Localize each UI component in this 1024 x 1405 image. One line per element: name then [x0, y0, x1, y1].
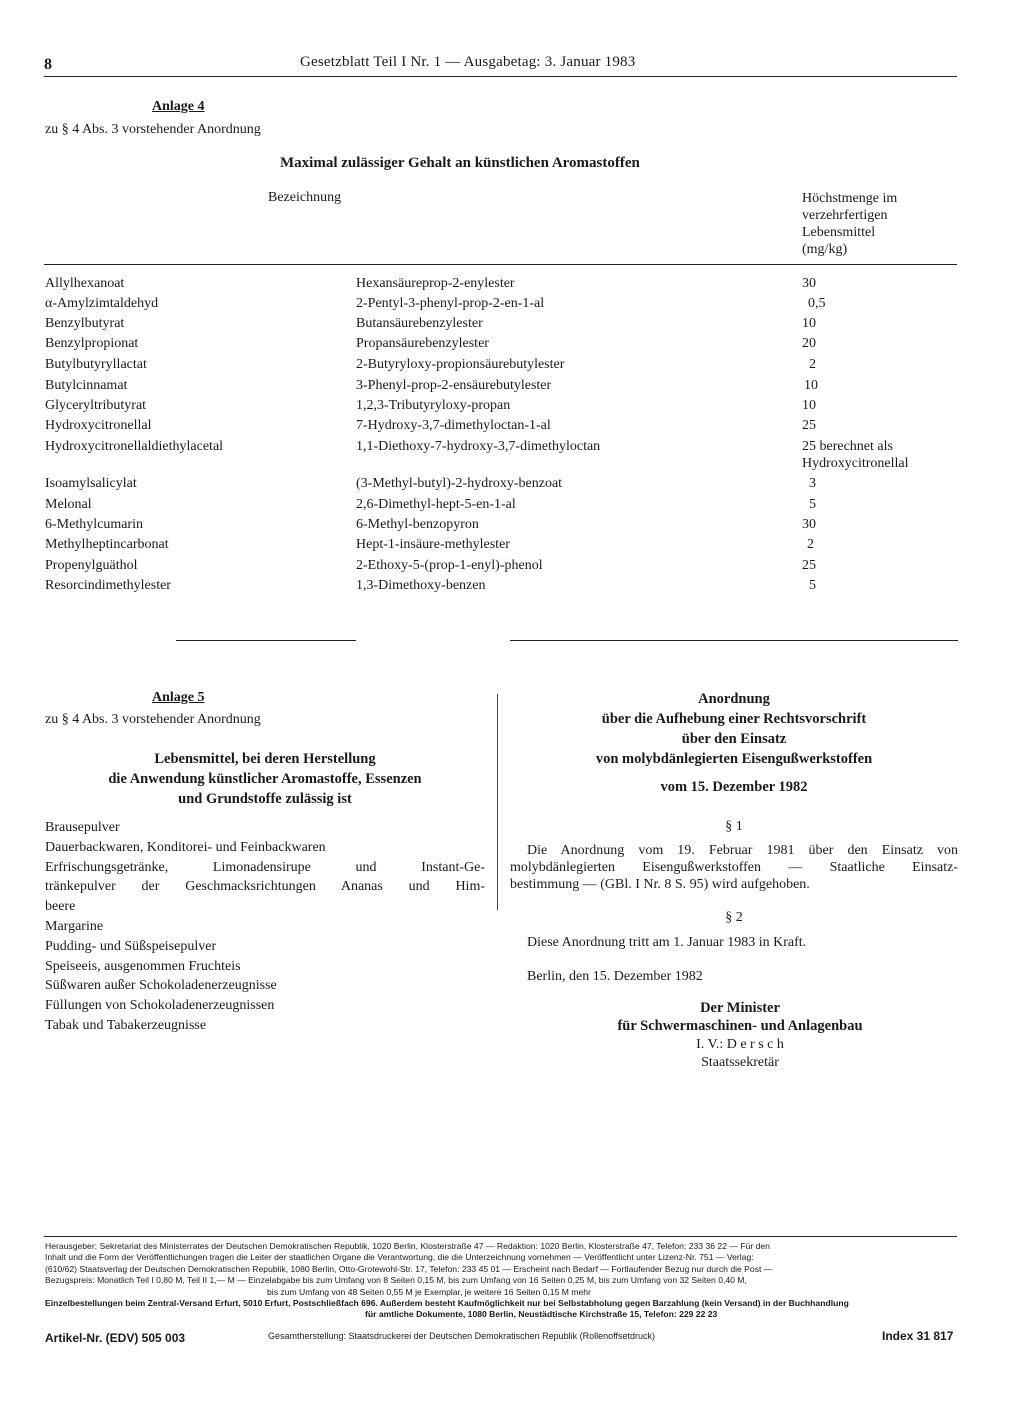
column-header-line: (mg/kg): [802, 242, 848, 257]
row-max-value: 5: [809, 497, 816, 512]
header-rule: [44, 76, 957, 77]
row-chemical-name: Hept-1-insäure-methylester: [356, 537, 510, 552]
row-name: Benzylbutyrat: [45, 316, 125, 331]
imprint-line: (610/62) Staatsverlag der Deutschen Demokratischen Republik, 1080 Berlin, Otto-Grotewohl-Str. 17, Telefon: 233 45 01 — Erscheint nach Bedarf — Fortlaufender Bezug nur durch die Post —: [45, 1263, 773, 1274]
row-max-value: 25: [802, 418, 816, 433]
anlage5-title: [45, 749, 485, 809]
row-max-value: 30: [802, 276, 816, 291]
list-item: Pudding- und Süßspeisepulver: [45, 938, 217, 954]
table-row: [0, 296, 1024, 316]
anordnung-title-line: über den Einsatz: [681, 731, 787, 747]
list-item: Dauerbackwaren, Konditorei- und Feinbackwaren: [45, 839, 326, 855]
row-chemical-name: Propansäurebenzylester: [356, 336, 489, 351]
row-chemical-name: 6-Methyl-benzopyron: [356, 517, 479, 532]
table-row: [0, 418, 1024, 438]
paragraph-2-text: Diese Anordnung tritt am 1. Januar 1983 in Kraft.: [527, 935, 807, 950]
row-max-value: 25: [802, 558, 816, 573]
table-row: [0, 517, 1024, 537]
table-row: [0, 336, 1024, 356]
anlage4-label: Anlage 4: [152, 99, 205, 114]
column-header-hoechstmenge: [802, 190, 897, 258]
paragraph-1-text: [510, 842, 958, 893]
row-name: Propenylguäthol: [45, 558, 138, 573]
row-name: Isoamylsalicylat: [45, 476, 137, 491]
list-item: Füllungen von Schokoladenerzeugnissen: [45, 998, 275, 1014]
table-header-rule: [44, 264, 957, 265]
row-chemical-name: 2-Butyryloxy-propionsäurebutylester: [356, 357, 565, 372]
column-header-bezeichnung: Bezeichnung: [268, 190, 342, 205]
row-name: 6-Methylcumarin: [45, 517, 143, 532]
row-chemical-name: (3-Methyl-butyl)-2-hydroxy-benzoat: [356, 476, 563, 491]
place-and-date: Berlin, den 15. Dezember 1982: [527, 969, 703, 984]
imprint-line-bold: für amtliche Dokumente, 1080 Berlin, Neustädtische Kirchstraße 15, Telefon: 229 22 23: [365, 1309, 718, 1320]
paragraph-1-line: molybdänlegierten Eisengußwerkstoffen — Staatliche Einsatz-: [510, 860, 958, 875]
list-item: Erfrischungsgetränke, Limonadensirupe und Instant-Ge-: [45, 859, 485, 875]
list-item: Süßwaren außer Schokoladenerzeugnisse: [45, 978, 277, 994]
row-max-value: 2: [809, 357, 816, 372]
paragraph-1-line: Die Anordnung vom 19. Februar 1981 über den Einsatz von: [527, 843, 958, 858]
row-chemical-name: Butansäurebenzylester: [356, 316, 483, 331]
row-max-value: 5: [809, 578, 816, 593]
signer-line: Staatssekretär: [701, 1055, 779, 1070]
table-row: [0, 378, 1024, 398]
row-chemical-name: 2-Pentyl-3-phenyl-prop-2-en-1-al: [356, 296, 545, 311]
row-max-value: 20: [802, 336, 816, 351]
section-rule-left: [176, 640, 356, 641]
row-name: Methylheptincarbonat: [45, 537, 169, 552]
anlage5-title-line: und Grundstoffe zulässig ist: [178, 791, 352, 807]
footer-rule: [44, 1236, 957, 1237]
column-divider: [497, 694, 498, 910]
row-name: Hydroxycitronellaldiethylacetal: [45, 439, 224, 454]
column-header-line: verzehrfertigen: [802, 208, 888, 223]
row-max-value-note: Hydroxycitronellal: [802, 456, 909, 471]
row-max-value: 2: [807, 537, 814, 552]
imprint-line: Inhalt und die Form der Veröffentlichungen tragen die Leiter der staatlichen Organe die Verantwortung, die die Unterzeichnung vornehmen — Veröffentlicht unter Lizenz-Nr. 751 — Verlag:: [45, 1252, 754, 1263]
table-row: [0, 537, 1024, 557]
row-name: Allylhexanoat: [45, 276, 125, 291]
imprint-line-bold: Einzelbestellungen beim Zentral-Versand Erfurt, 5010 Erfurt, Postschließfach 696. Außerdem besteht Kaufmöglichkeit nur bei Selbstabholung gegen Barzahlung (kein Versand) in der Buchhandlung: [45, 1298, 849, 1309]
row-chemical-name: 1,3-Dimethoxy-benzen: [356, 578, 486, 593]
imprint-line: bis zum Umfang von 48 Seiten 0,55 M je Exemplar, je weitere 16 Seiten 0,15 M mehr: [267, 1286, 591, 1297]
anordnung-title: [510, 689, 958, 769]
column-header-line: Lebensmittel: [802, 225, 876, 240]
signature-line: Der Minister: [700, 1000, 780, 1016]
row-chemical-name: 1,2,3-Tributyryloxy-propan: [356, 398, 511, 413]
table-row: [0, 439, 1024, 475]
list-item: Margarine: [45, 918, 104, 934]
row-name: Butylbutyryllactat: [45, 357, 147, 372]
list-item: Tabak und Tabakerzeugnisse: [45, 1017, 207, 1033]
row-chemical-name: 2-Ethoxy-5-(prop-1-enyl)-phenol: [356, 558, 543, 573]
row-name: Melonal: [45, 497, 92, 512]
row-chemical-name: 3-Phenyl-prop-2-ensäurebutylester: [356, 378, 552, 393]
row-name: Resorcindimethylester: [45, 578, 171, 593]
row-max-value: 10: [802, 398, 816, 413]
food-list: [45, 818, 485, 1036]
list-item: tränkepulver der Geschmacksrichtungen Ananas und Him-: [45, 879, 485, 895]
list-item: Speiseeis, ausgenommen Fruchteis: [45, 958, 241, 974]
row-max-value: 25 berechnet als: [802, 439, 893, 454]
table-row: [0, 398, 1024, 418]
anordnung-title-line: von molybdänlegierten Eisengußwerkstoffen: [595, 751, 873, 767]
table-row: [0, 276, 1024, 296]
table-row: [0, 476, 1024, 496]
page-number: 8: [44, 56, 52, 73]
signature-line: für Schwermaschinen- und Anlagenbau: [617, 1018, 863, 1034]
row-name: Glyceryltributyrat: [45, 398, 147, 413]
anlage5-reference: zu § 4 Abs. 3 vorstehender Anordnung: [45, 712, 261, 727]
list-item: Brausepulver: [45, 820, 120, 835]
index-number: Index 31 817: [882, 1329, 954, 1343]
row-max-value: 30: [802, 517, 816, 532]
gazette-header-title: Gesetzblatt Teil I Nr. 1 — Ausgabetag: 3. Januar 1983: [300, 54, 636, 70]
signature-block: [520, 999, 960, 1035]
row-max-value: 10: [804, 378, 818, 393]
table-row: [0, 316, 1024, 336]
row-name: α-Amylzimtaldehyd: [45, 296, 159, 311]
row-max-value: 3: [809, 476, 816, 491]
anordnung-date: vom 15. Dezember 1982: [660, 779, 808, 795]
row-max-value: 10: [802, 316, 816, 331]
table-row: [0, 497, 1024, 517]
imprint: [45, 1241, 960, 1321]
paragraph-2-heading: § 2: [725, 910, 743, 925]
anlage4-title: Maximal zulässiger Gehalt an künstlichen Aromastoffen: [280, 155, 640, 171]
anordnung-title-line: Anordnung: [698, 691, 770, 707]
anlage5-title-line: Lebensmittel, bei deren Herstellung: [154, 751, 376, 767]
anlage5-title-line: die Anwendung künstlicher Aromastoffe, Essenzen: [108, 771, 422, 787]
row-name: Benzylpropionat: [45, 336, 139, 351]
paragraph-1-heading: § 1: [725, 819, 743, 834]
anlage4-reference: zu § 4 Abs. 3 vorstehender Anordnung: [45, 122, 261, 137]
imprint-line: Bezugspreis: Monatlich Teil I 0,80 M, Teil II 1,— M — Einzelabgabe bis zum Umfang von 8 Seiten 0,15 M, bis zum Umfang von 16 Seiten 0,25 M, bis zum Umfang von 32 Seiten 0,40 M,: [45, 1275, 747, 1286]
section-rule-right: [510, 640, 958, 641]
row-name: Hydroxycitronellal: [45, 418, 152, 433]
printer-note: Gesamtherstellung: Staatsdruckerei der Deutschen Demokratischen Republik (Rollenoffsetdruck): [268, 1331, 656, 1341]
anlage5-label: Anlage 5: [152, 690, 205, 705]
row-chemical-name: 1,1-Diethoxy-7-hydroxy-3,7-dimethyloctan: [356, 439, 601, 454]
imprint-line: Herausgeber: Sekretariat des Ministerrates der Deutschen Demokratischen Republik, 1020 Berlin, Klosterstraße 47 — Redaktion: 1020 Berlin, Klosterstraße 47, Telefon: 233 36 22 — Für den: [45, 1241, 770, 1251]
column-header-line: Höchstmenge im: [802, 191, 898, 206]
row-max-value: 0,5: [808, 296, 826, 311]
paragraph-1-line: bestimmung — (GBl. I Nr. 8 S. 95) wird aufgehoben.: [510, 877, 810, 892]
signer-block: [620, 1036, 860, 1072]
row-name: Butylcinnamat: [45, 378, 128, 393]
row-chemical-name: 2,6-Dimethyl-hept-5-en-1-al: [356, 497, 516, 512]
list-item: beere: [45, 899, 76, 915]
row-chemical-name: 7-Hydroxy-3,7-dimethyloctan-1-al: [356, 418, 551, 433]
table-row: [0, 558, 1024, 578]
row-chemical-name: Hexansäureprop-2-enylester: [356, 276, 515, 291]
anordnung-title-line: über die Aufhebung einer Rechtsvorschrift: [601, 711, 867, 727]
article-number: Artikel-Nr. (EDV) 505 003: [45, 1331, 186, 1345]
table-row: [0, 578, 1024, 598]
signer-line: I. V.: D e r s c h: [696, 1037, 784, 1052]
table-row: [0, 357, 1024, 377]
